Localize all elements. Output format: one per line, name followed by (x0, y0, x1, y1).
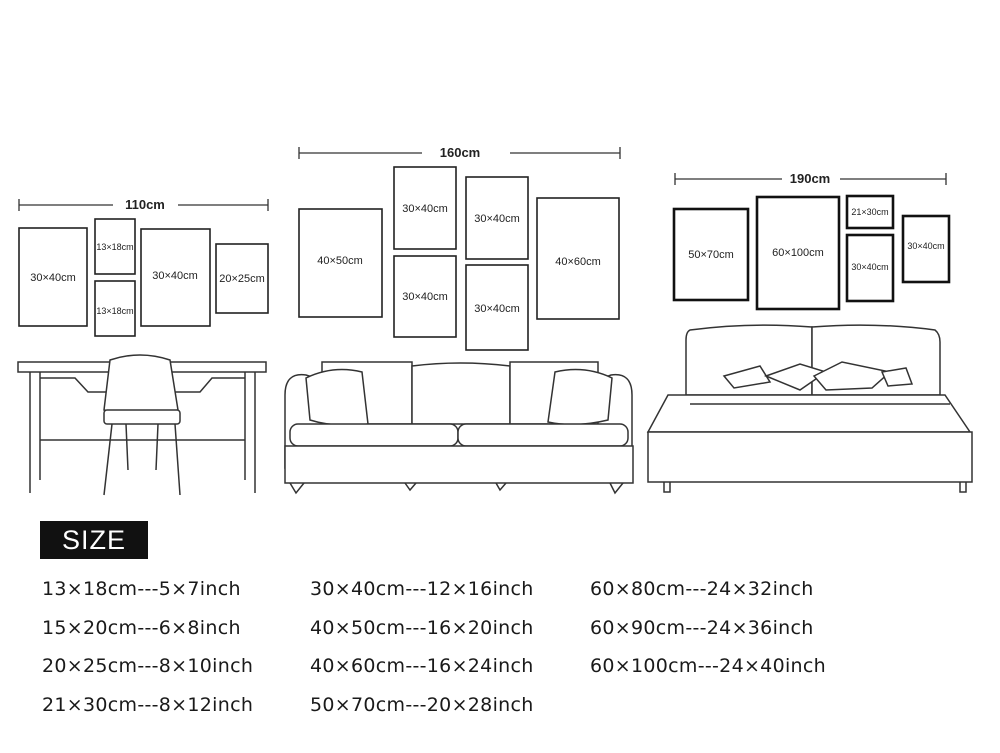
size-entry: 50×70cm---20×28inch (310, 693, 534, 716)
frame-label: 30×40cm (402, 203, 448, 215)
frame-label: 13×18cm (96, 306, 134, 316)
size-list-column-1 (42, 575, 253, 729)
size-entry: 60×100cm---24×40inch (590, 655, 826, 677)
size-entry: 40×60cm---16×24inch (310, 655, 534, 677)
frame-label: 30×40cm (907, 241, 945, 251)
dimension-label-190cm: 190cm (789, 171, 831, 186)
frame-label: 30×40cm (474, 303, 520, 315)
frame-label: 21×30cm (851, 207, 889, 217)
size-title-badge: SIZE (40, 521, 148, 559)
frame-label: 30×40cm (30, 272, 76, 284)
frame-label: 60×100cm (772, 247, 824, 259)
frame-label: 30×40cm (851, 262, 889, 272)
dimension-label-160cm: 160cm (439, 145, 481, 160)
group-160cm (285, 145, 633, 493)
frame-label: 50×70cm (688, 249, 734, 261)
size-entry: 60×80cm---24×32inch (590, 578, 814, 600)
frame-label: 30×40cm (474, 213, 520, 225)
size-list-column-3 (590, 575, 826, 691)
frame-label: 20×25cm (219, 273, 265, 285)
group-190cm (648, 171, 972, 492)
frame-label: 13×18cm (96, 242, 134, 252)
frame-label: 40×50cm (317, 255, 363, 267)
frame-label: 40×60cm (555, 256, 601, 268)
size-entry: 40×50cm---16×20inch (310, 616, 534, 639)
desk-illustration (18, 355, 266, 495)
size-entry: 60×90cm---24×36inch (590, 616, 814, 639)
frame-label: 30×40cm (152, 270, 198, 282)
frame-label: 30×40cm (402, 291, 448, 303)
dimension-label-110cm: 110cm (125, 197, 165, 212)
bed-illustration (648, 325, 972, 492)
size-entry: 13×18cm---5×7inch (42, 578, 241, 600)
size-list-column-2 (310, 575, 534, 729)
size-entry: 21×30cm---8×12inch (42, 693, 254, 716)
size-entry: 30×40cm---12×16inch (310, 578, 534, 600)
sofa-illustration (285, 362, 633, 493)
group-110cm (18, 197, 268, 495)
size-entry: 15×20cm---6×8inch (42, 616, 241, 639)
size-entry: 20×25cm---8×10inch (42, 655, 254, 677)
